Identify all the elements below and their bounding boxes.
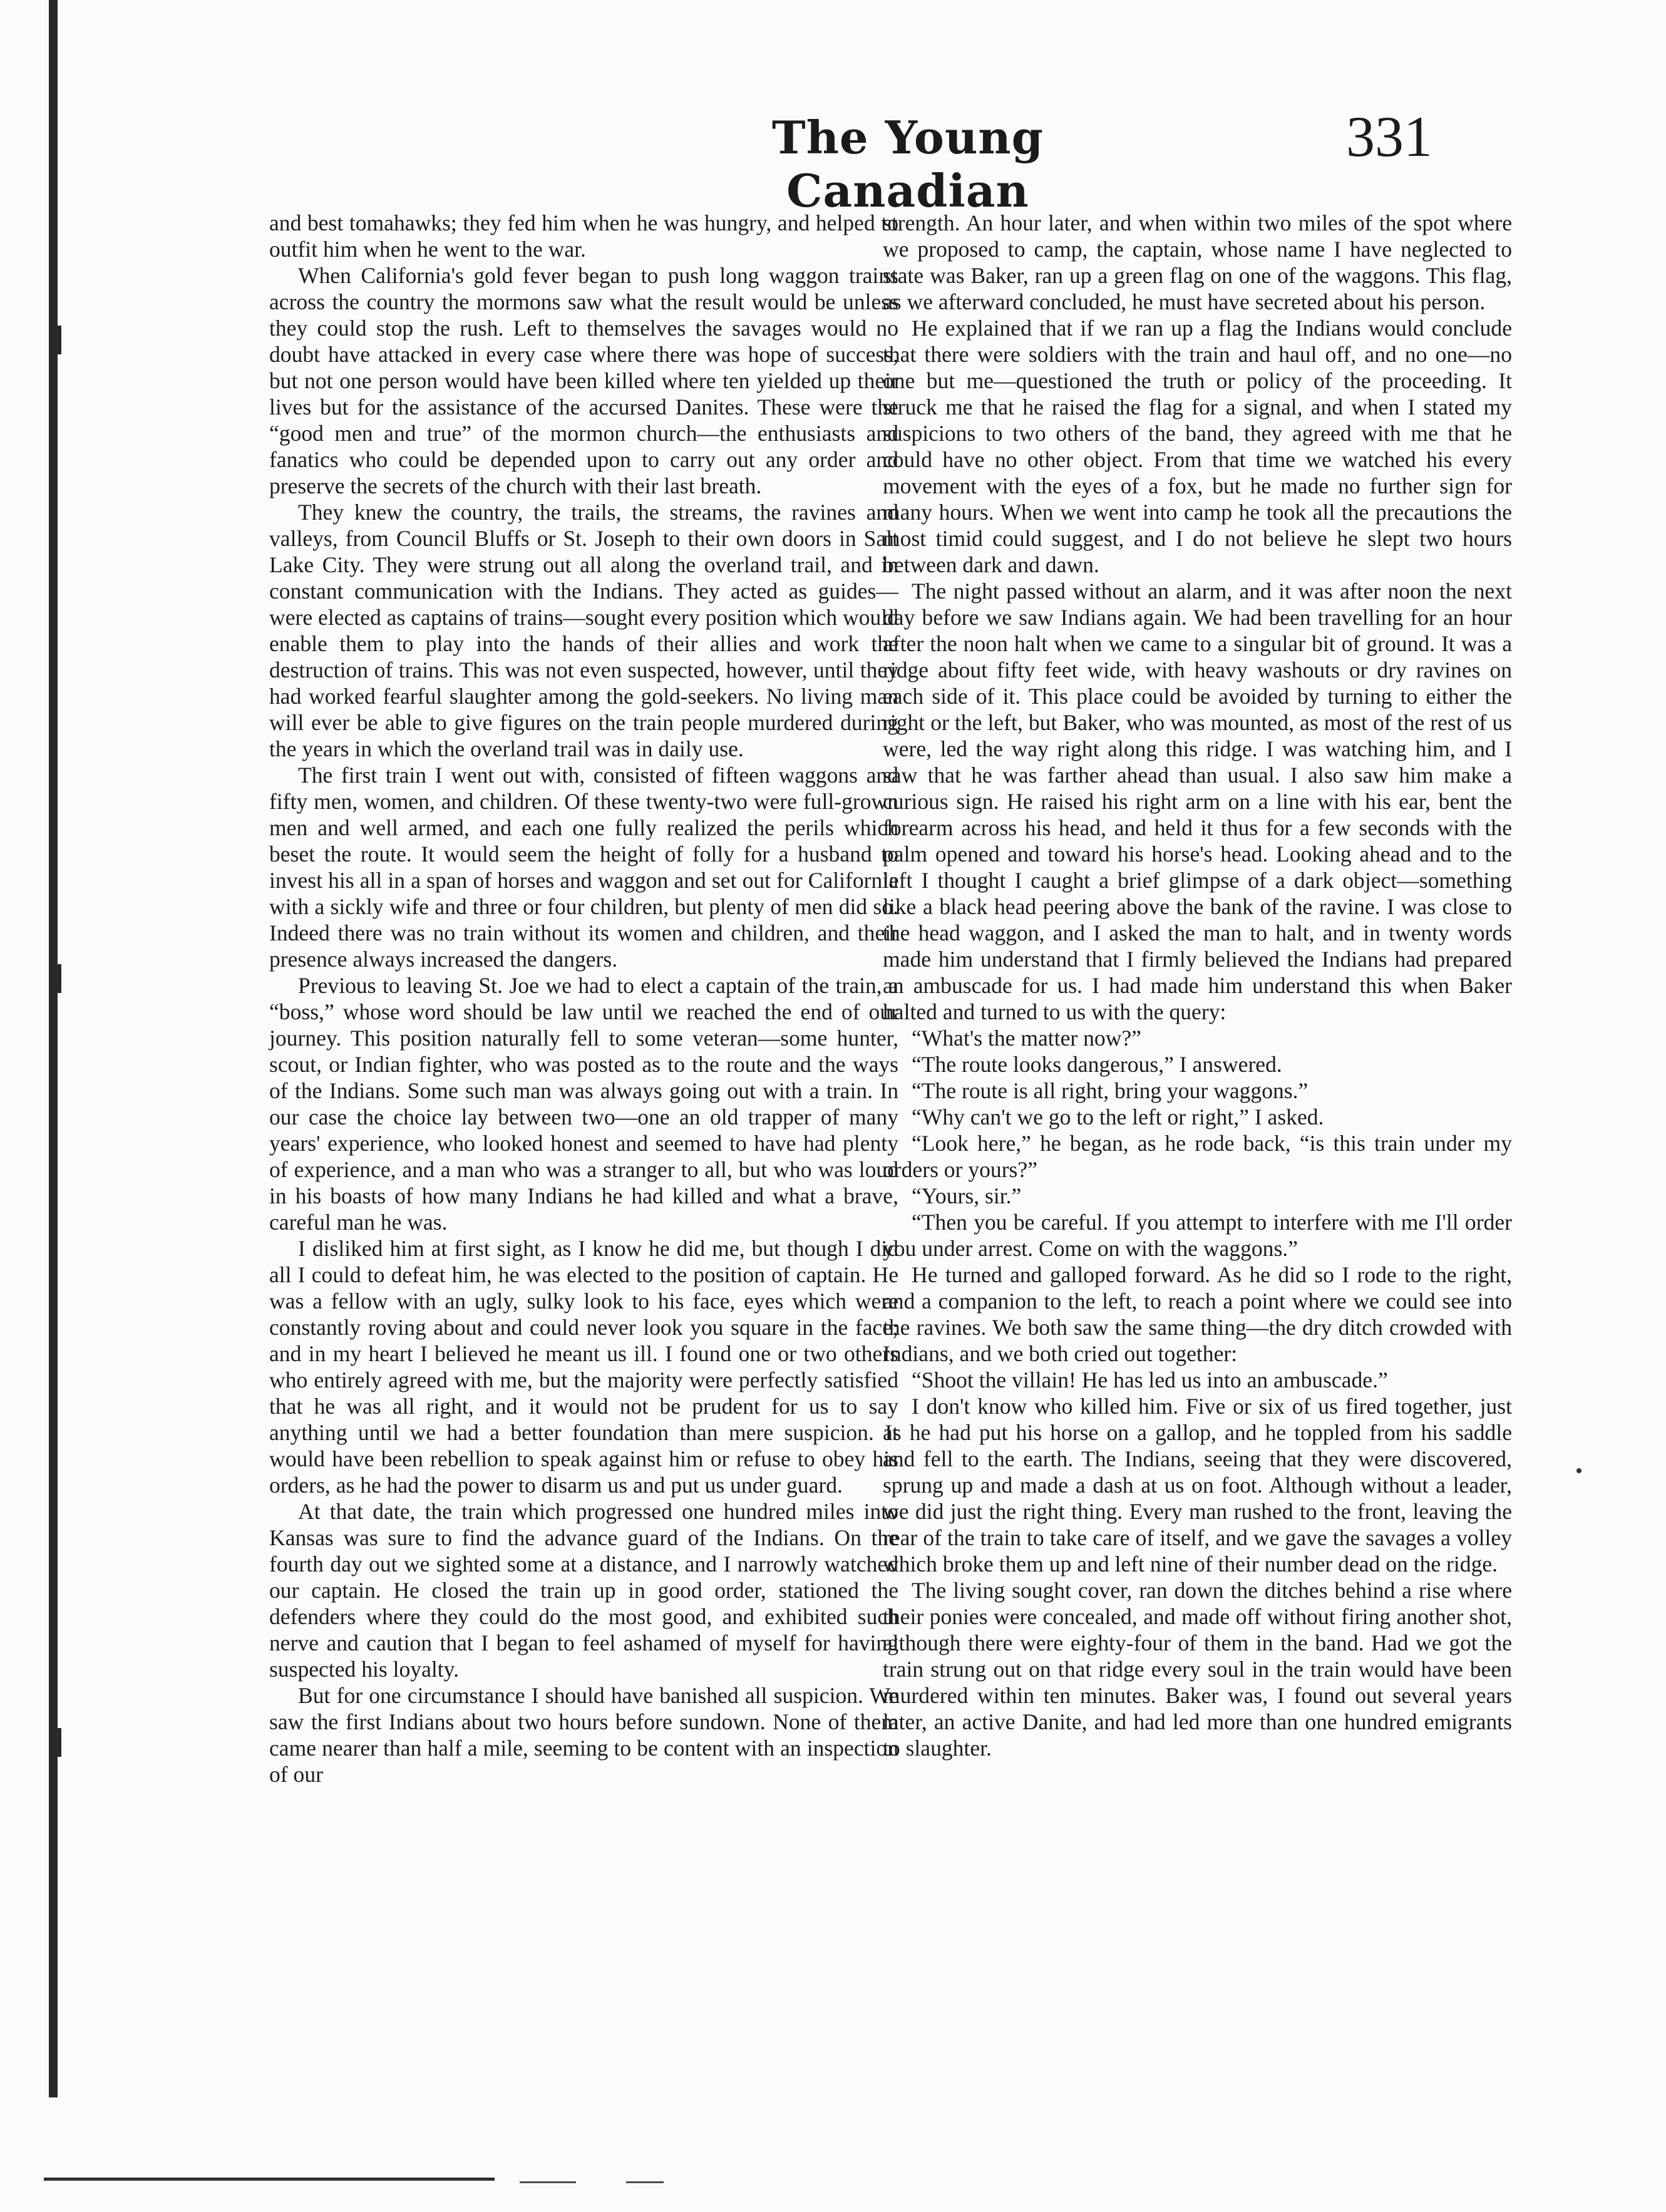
right-column: [883, 210, 1512, 1761]
paragraph: and best tomahawks; they fed him when he was hungry, and helped to outfit him when he went to the war.: [269, 210, 898, 262]
scan-speck: [626, 2181, 664, 2183]
paragraph: When California's gold fever began to push long waggon trains across the country the mormons saw what the result would be unless they could stop the rush. Left to themselves the savages would no doubt have attacked in every case where there was hope of success, but not one person would have been killed where ten yielded up their lives but for the assistance of the accursed Danites. These were the “good men and true” of the mormon church—the enthusiasts and fanatics who could be depended upon to carry out any order and preserve the secrets of the church with their last breath.: [269, 263, 898, 498]
dialogue-line: “Shoot the villain! He has led us into an ambuscade.”: [912, 1367, 1388, 1392]
paragraph: The night passed without an alarm, and it was after noon the next day before we saw Indians again. We had been travelling for an hour after the noon halt when we came to a singular bit of ground. It was a ridge about fifty feet wide, with heavy washouts or dry ravines on each side of it. This place could be avoided by turning to either the right or the left, but Baker, who was mounted, as most of the rest of us were, led the way right along this ridge. I was watching him, and I saw that he was farther ahead than usual. I also saw him make a curious sign. He raised his right arm on a line with his ear, bent the forearm across his head, and held it thus for a few seconds with the palm opened and toward his horse's head. Looking ahead and to the left I thought I caught a brief glimpse of a dark object—something like a black head peering above the bank of the ravine. I was close to the head waggon, and I asked the man to halt, and in twenty words made him understand that I firmly believed the Indians had prepared an ambuscade for us. I had made him understand this when Baker halted and turned to us with the query:: [883, 579, 1512, 1024]
dialogue-line: “Yours, sir.”: [912, 1183, 1022, 1208]
paragraph: The living sought cover, ran down the ditches behind a rise where their ponies were concealed, and made off without firing another shot, although there were eighty-four of them in the band. Had we got the train strung out on that ridge every soul in the train would have been murdered within ten minutes. Baker was, I found out several years later, an active Danite, and had led more than one hundred emigrants to slaughter.: [883, 1578, 1512, 1761]
left-column: [269, 210, 898, 1788]
binding-edge: [49, 0, 58, 2097]
dialogue-line: “Why can't we go to the left or right,” I asked.: [912, 1104, 1324, 1129]
paragraph: The first train I went out with, consisted of fifteen waggons and fifty men, women, and children. Of these twenty-two were full-grown men and well armed, and each one fully realized the perils which beset the route. It would seem the height of folly for a husband to invest his all in a span of horses and waggon and set out for California with a sickly wife and three or four children, but plenty of men did so. Indeed there was no train without its women and children, and their presence always increased the dangers.: [269, 763, 898, 972]
page-header: [0, 103, 1666, 217]
dialogue-line: “Look here,” he began, as he rode back, “is this train under my orders or yours?”: [883, 1131, 1512, 1182]
paragraph: He explained that if we ran up a flag the Indians would conclude that there were soldiers with the train and haul off, and no one—no one but me—questioned the truth or policy of the proceeding. It struck me that he raised the flag for a signal, and when I stated my suspicions to two others of the band, they agreed with me that he could have no other object. From that time we watched his every movement with the eyes of a fox, but he made no further sign for many hours. When we went into camp he took all the precautions the most timid could suggest, and I do not believe he slept two hours between dark and dawn.: [883, 316, 1512, 577]
binding-mark: [58, 1728, 61, 1757]
journal-title: The Young Canadian: [771, 111, 1044, 217]
paragraph: I disliked him at first sight, as I know he did me, but though I did all I could to defeat him, he was elected to the position of captain. He was a fellow with an ugly, sulky look to his face, eyes which were constantly roving about and could never look you square in the face; and in my heart I believed he meant us ill. I found one or two others who entirely agreed with me, but the majority were perfectly satisfied that he was all right, and it would not be prudent for us to say anything until we had a better foundation than mere suspicion. It would have been rebellion to speak against him or refuse to obey his orders, as he had the power to disarm us and put us under guard.: [269, 1236, 898, 1498]
paragraph: I don't know who killed him. Five or six of us fired together, just as he had put his horse on a gallop, and he toppled from his saddle and fell to the earth. The Indians, seeing that they were discovered, sprung up and made a dash at us on foot. Although without a leader, we did just the right thing. Every man rushed to the front, leaving the rear of the train to take care of itself, and we gave the savages a volley which broke them up and left nine of their number dead on the ridge.: [883, 1394, 1512, 1577]
paragraph: But for one circumstance I should have banished all suspicion. We saw the first Indians about two hours before sundown. None of them came nearer than half a mile, seeming to be content with an inspection of our: [269, 1683, 898, 1787]
binding-mark: [58, 964, 61, 993]
paragraph: They knew the country, the trails, the streams, the ravines and valleys, from Council Bluffs or St. Joseph to their own doors in Salt Lake City. They were strung out all along the overland trail, and in constant communication with the Indians. They acted as guides—were elected as captains of trains—sought every position which would enable them to play into the hands of their allies and work the destruction of trains. This was not even suspected, however, until they had worked fearful slaughter among the gold-seekers. No living man will ever be able to give figures on the train people murdered during the years in which the overland trail was in daily use.: [269, 500, 898, 761]
dialogue-line: “The route is all right, bring your waggons.”: [912, 1078, 1309, 1103]
margin-dot: [1576, 1468, 1581, 1473]
dialogue-line: “Then you be careful. If you attempt to interfere with me I'll order you under arrest. Come on with the waggons.”: [883, 1210, 1512, 1261]
scan-speck: [520, 2181, 576, 2183]
paragraph: strength. An hour later, and when within two miles of the spot where we proposed to camp, the captain, whose name I have neglected to state was Baker, ran up a green flag on one of the waggons. This flag, as we afterward concluded, he must have secreted about his person.: [883, 210, 1512, 314]
dialogue-line: “The route looks dangerous,” I answered.: [912, 1052, 1282, 1077]
paragraph: At that date, the train which progressed one hundred miles into Kansas was sure to find the advance guard of the Indians. On the fourth day out we sighted some at a distance, and I narrowly watched our captain. He closed the train up in good order, stationed the defenders where they could do the most good, and exhibited such nerve and caution that I began to feel ashamed of myself for having suspected his loyalty.: [269, 1499, 898, 1682]
paragraph: He turned and galloped forward. As he did so I rode to the right, and a companion to the left, to reach a point where we could see into the ravines. We both saw the same thing—the dry ditch crowded with Indians, and we both cried out together:: [883, 1262, 1512, 1366]
page-number: 331: [1346, 105, 1432, 168]
binding-mark: [58, 326, 61, 354]
dialogue-line: “What's the matter now?”: [912, 1026, 1141, 1051]
paragraph: Previous to leaving St. Joe we had to elect a captain of the train, a “boss,” whose word should be law until we reached the end of our journey. This position naturally fell to some veteran—some hunter, scout, or Indian fighter, who was posted as to the route and the ways of the Indians. Some such man was always going out with a train. In our case the choice lay between two—one an old trapper of many years' experience, who looked honest and seemed to have had plenty of experience, and a man who was a stranger to all, but who was loud in his boasts of how many Indians he had killed and what a brave, careful man he was.: [269, 973, 898, 1235]
bottom-rule: [44, 2178, 495, 2181]
